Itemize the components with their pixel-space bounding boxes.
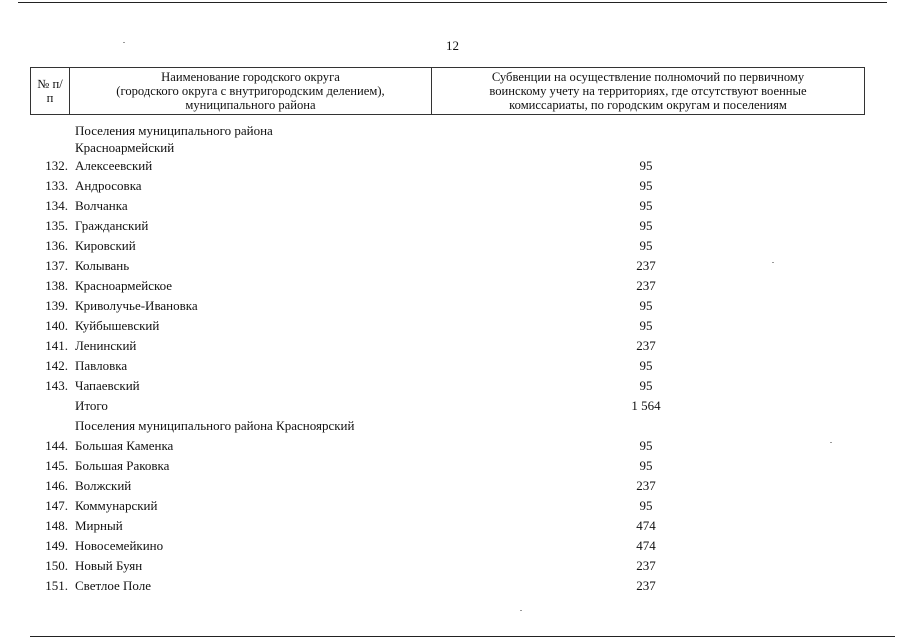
- row-number: 143.: [45, 378, 68, 393]
- row-name: Новый Буян: [75, 558, 143, 573]
- row-name: Волчанка: [75, 198, 128, 213]
- scan-speck: [520, 610, 522, 611]
- row-name: Кировский: [75, 238, 136, 253]
- row-name: Ленинский: [75, 338, 137, 353]
- row-number: 138.: [45, 278, 68, 293]
- table-row: [30, 236, 865, 256]
- row-name: Гражданский: [75, 218, 149, 233]
- total-row: [30, 396, 865, 416]
- row-name: Павловка: [75, 358, 128, 373]
- row-name: Волжский: [75, 478, 132, 493]
- row-number: 141.: [45, 338, 68, 353]
- row-number: 146.: [45, 478, 68, 493]
- row-number: 135.: [45, 218, 68, 233]
- row-number: 144.: [45, 438, 68, 453]
- group-title: [30, 416, 865, 436]
- table-row: [30, 276, 865, 296]
- row-number: 132.: [45, 158, 68, 173]
- table-row: [30, 176, 865, 196]
- row-name: Новосемейкино: [75, 538, 164, 553]
- row-name: Криволучье-Ивановка: [75, 298, 198, 313]
- table-row: [30, 556, 865, 576]
- row-number: 150.: [45, 558, 68, 573]
- row-value: 95: [639, 298, 653, 313]
- row-number: 139.: [45, 298, 68, 313]
- table-row: [30, 156, 865, 176]
- row-name: Красноармейский: [75, 140, 175, 155]
- row-name: Итого: [75, 398, 108, 413]
- row-value: 95: [639, 358, 653, 373]
- table-body: [30, 122, 865, 596]
- group-title: [30, 122, 865, 139]
- row-value: 95: [639, 158, 653, 173]
- row-value: 95: [639, 198, 653, 213]
- row-number: 140.: [45, 318, 68, 333]
- table-row: [30, 376, 865, 396]
- row-number: 149.: [45, 538, 68, 553]
- row-name: Поселения муниципального района Красноярский: [75, 418, 355, 433]
- row-name: Поселения муниципального района: [75, 123, 273, 138]
- header-col-subvention: [432, 68, 865, 115]
- table-row: [30, 456, 865, 476]
- row-number: 136.: [45, 238, 68, 253]
- row-name: Коммунарский: [75, 498, 158, 513]
- page-bottom-edge: [30, 636, 895, 637]
- page-top-edge: [18, 2, 887, 3]
- page-number: 12: [446, 38, 459, 53]
- table-row: [30, 256, 865, 276]
- table-row: [30, 316, 865, 336]
- row-value: 237: [636, 338, 656, 353]
- row-value: 95: [639, 458, 653, 473]
- row-number: 145.: [45, 458, 68, 473]
- header-col-sub-line: воинскому учету на территориях, где отсутствуют военные: [489, 84, 807, 98]
- row-value: 474: [636, 518, 656, 533]
- scan-speck: [123, 42, 125, 43]
- row-name: Большая Раковка: [75, 458, 170, 473]
- row-value: 95: [639, 498, 653, 513]
- table-row: [30, 436, 865, 456]
- header-col-name-line: Наименование городского округа: [161, 70, 340, 84]
- table-row: [30, 296, 865, 316]
- row-value: 1 564: [631, 398, 661, 413]
- row-value: 237: [636, 558, 656, 573]
- header-col-name: [70, 68, 432, 115]
- row-value: 95: [639, 218, 653, 233]
- table-row: [30, 536, 865, 556]
- row-value: 237: [636, 278, 656, 293]
- table-row: [30, 496, 865, 516]
- table-row: [30, 476, 865, 496]
- row-number: 151.: [45, 578, 68, 593]
- row-name: Алексеевский: [75, 158, 153, 173]
- header-col-sub-line: Субвенции на осуществление полномочий по первичному: [491, 70, 805, 84]
- header-col-name-line: (городского округа с внутригородским делением),: [116, 84, 385, 98]
- table-header: [30, 67, 865, 115]
- row-name: Колывань: [75, 258, 130, 273]
- scan-speck: [830, 442, 832, 443]
- row-number: 133.: [45, 178, 68, 193]
- row-name: Мирный: [75, 518, 123, 533]
- row-number: 148.: [45, 518, 68, 533]
- row-value: 474: [636, 538, 656, 553]
- header-col-name-line: муниципального района: [185, 98, 316, 112]
- table-row: [30, 196, 865, 216]
- table-row: [30, 356, 865, 376]
- row-value: 95: [639, 238, 653, 253]
- row-value: 95: [639, 318, 653, 333]
- row-value: 95: [639, 438, 653, 453]
- row-value: 237: [636, 578, 656, 593]
- row-name: Красноармейское: [75, 278, 173, 293]
- row-name: Чапаевский: [75, 378, 140, 393]
- scan-speck: [772, 262, 774, 263]
- table-row: [30, 576, 865, 596]
- header-col-sub-line: комиссариаты, по городским округам и поселениям: [509, 98, 787, 112]
- row-name: Куйбышевский: [75, 318, 160, 333]
- row-value: 237: [636, 478, 656, 493]
- table-row: [30, 516, 865, 536]
- row-number: 137.: [45, 258, 68, 273]
- row-name: Андросовка: [75, 178, 142, 193]
- row-number: 147.: [45, 498, 68, 513]
- group-title: [30, 139, 865, 156]
- row-name: Светлое Поле: [75, 578, 152, 593]
- row-value: 95: [639, 178, 653, 193]
- row-value: 237: [636, 258, 656, 273]
- row-number: 134.: [45, 198, 68, 213]
- row-value: 95: [639, 378, 653, 393]
- table-row: [30, 336, 865, 356]
- row-number: 142.: [45, 358, 68, 373]
- row-name: Большая Каменка: [75, 438, 174, 453]
- header-col-number: № п/п: [31, 68, 70, 115]
- table-row: [30, 216, 865, 236]
